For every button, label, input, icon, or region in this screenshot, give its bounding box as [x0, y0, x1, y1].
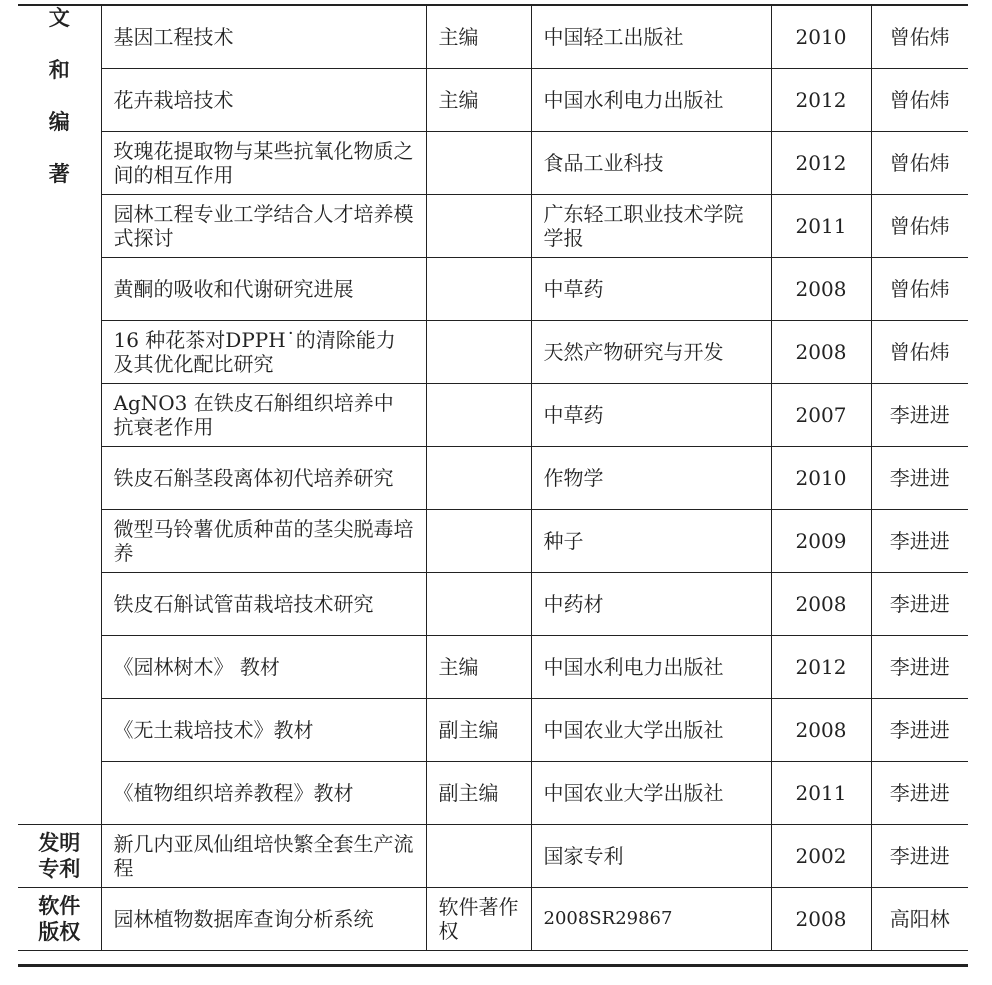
author-cell: 高阳林 — [871, 888, 968, 951]
year-cell: 2008 — [771, 321, 871, 384]
category-cell — [18, 888, 101, 951]
publisher-cell: 广东轻工职业技术学院学报 — [531, 195, 771, 258]
year-cell: 2002 — [771, 825, 871, 888]
publisher-cell: 中草药 — [531, 258, 771, 321]
author-cell: 李进进 — [871, 384, 968, 447]
author-cell: 李进进 — [871, 447, 968, 510]
title-cell: 铁皮石斛茎段离体初代培养研究 — [101, 447, 426, 510]
year-cell: 2011 — [771, 762, 871, 825]
title-cell: 微型马铃薯优质种苗的茎尖脱毒培养 — [101, 510, 426, 573]
title-cell: 黄酮的吸收和代谢研究进展 — [101, 258, 426, 321]
table-row — [18, 384, 968, 447]
category-char: 和 — [48, 57, 70, 82]
title-cell: 16 种花茶对DPPH˙的清除能力及其优化配比研究 — [101, 321, 426, 384]
category-cell — [18, 825, 101, 888]
year-cell: 2012 — [771, 132, 871, 195]
publisher-cell: 天然产物研究与开发 — [531, 321, 771, 384]
role-cell — [426, 384, 531, 447]
year-cell: 2008 — [771, 258, 871, 321]
title-cell: AgNO3 在铁皮石斛组织培养中抗衰老作用 — [101, 384, 426, 447]
table-row — [18, 888, 968, 951]
title-cell: 《园林树木》 教材 — [101, 636, 426, 699]
year-cell: 2012 — [771, 69, 871, 132]
role-cell: 副主编 — [426, 699, 531, 762]
title-cell: 园林工程专业工学结合人才培养模式探讨 — [101, 195, 426, 258]
publisher-cell: 中国农业大学出版社 — [531, 762, 771, 825]
author-cell: 李进进 — [871, 573, 968, 636]
role-cell — [426, 447, 531, 510]
table-row — [18, 510, 968, 573]
table-row — [18, 573, 968, 636]
table-row — [18, 258, 968, 321]
table-row — [18, 825, 968, 888]
author-cell: 曾佑炜 — [871, 132, 968, 195]
role-cell — [426, 321, 531, 384]
year-cell: 2009 — [771, 510, 871, 573]
title-cell: 《无土栽培技术》教材 — [101, 699, 426, 762]
title-cell: 玫瑰花提取物与某些抗氧化物质之间的相互作用 — [101, 132, 426, 195]
author-cell: 李进进 — [871, 825, 968, 888]
author-cell: 李进进 — [871, 636, 968, 699]
publisher-cell: 中国水利电力出版社 — [531, 69, 771, 132]
role-cell — [426, 573, 531, 636]
table-row — [18, 447, 968, 510]
table-row — [18, 195, 968, 258]
category-char: 编 — [48, 109, 70, 134]
author-cell: 李进进 — [871, 510, 968, 573]
author-cell: 曾佑炜 — [871, 69, 968, 132]
year-cell: 2008 — [771, 699, 871, 762]
publisher-cell: 作物学 — [531, 447, 771, 510]
publisher-cell: 中国水利电力出版社 — [531, 636, 771, 699]
title-cell: 基因工程技术 — [101, 6, 426, 69]
publisher-cell: 中国轻工出版社 — [531, 6, 771, 69]
table-row — [18, 6, 968, 69]
author-cell: 曾佑炜 — [871, 195, 968, 258]
publisher-cell: 种子 — [531, 510, 771, 573]
role-cell: 主编 — [426, 69, 531, 132]
role-cell — [426, 510, 531, 573]
year-cell: 2010 — [771, 6, 871, 69]
author-cell: 曾佑炜 — [871, 321, 968, 384]
role-cell — [426, 195, 531, 258]
role-cell — [426, 825, 531, 888]
year-cell: 2012 — [771, 636, 871, 699]
category-label: 软件 版权 — [38, 893, 81, 944]
table-row — [18, 636, 968, 699]
table-row — [18, 321, 968, 384]
title-cell: 《植物组织培养教程》教材 — [101, 762, 426, 825]
category-char: 著 — [48, 161, 70, 186]
publisher-cell: 食品工业科技 — [531, 132, 771, 195]
table-bottom-rule — [18, 964, 968, 967]
publisher-cell: 国家专利 — [531, 825, 771, 888]
author-cell: 曾佑炜 — [871, 6, 968, 69]
title-cell: 花卉栽培技术 — [101, 69, 426, 132]
title-cell: 铁皮石斛试管苗栽培技术研究 — [101, 573, 426, 636]
year-cell: 2007 — [771, 384, 871, 447]
author-cell: 曾佑炜 — [871, 258, 968, 321]
year-cell: 2008 — [771, 573, 871, 636]
title-cell: 新几内亚凤仙组培快繁全套生产流程 — [101, 825, 426, 888]
category-cell — [18, 6, 101, 825]
role-cell: 副主编 — [426, 762, 531, 825]
year-cell: 2011 — [771, 195, 871, 258]
publisher-cell: 中国农业大学出版社 — [531, 699, 771, 762]
role-cell: 主编 — [426, 6, 531, 69]
year-cell: 2008 — [771, 888, 871, 951]
publisher-cell: 中药材 — [531, 573, 771, 636]
author-cell: 李进进 — [871, 699, 968, 762]
role-cell: 主编 — [426, 636, 531, 699]
title-cell: 园林植物数据库查询分析系统 — [101, 888, 426, 951]
table-row — [18, 132, 968, 195]
table-row — [18, 762, 968, 825]
table-row — [18, 69, 968, 132]
table-row — [18, 699, 968, 762]
publisher-cell: 2008SR29867 — [531, 888, 771, 951]
category-label: 发明 专利 — [38, 830, 81, 881]
publications-table — [18, 5, 968, 951]
role-cell — [426, 258, 531, 321]
role-cell: 软件著作权 — [426, 888, 531, 951]
category-char: 文 — [48, 5, 70, 30]
category-label — [18, 0, 101, 200]
year-cell: 2010 — [771, 447, 871, 510]
publisher-cell: 中草药 — [531, 384, 771, 447]
role-cell — [426, 132, 531, 195]
author-cell: 李进进 — [871, 762, 968, 825]
